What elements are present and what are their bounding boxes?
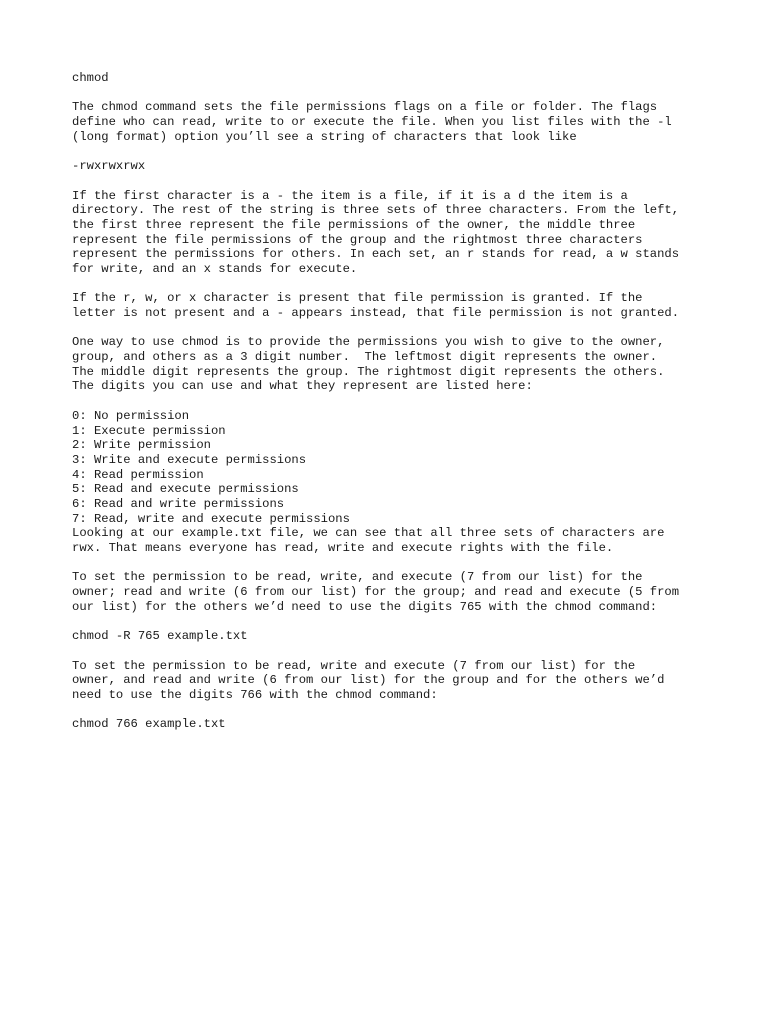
spacer: [72, 86, 712, 101]
granted-paragraph: [72, 291, 712, 320]
list-item: 1: Execute permission: [72, 423, 226, 438]
text-line: To set the permission to be read, write and execute (7 from our list) for the: [72, 658, 636, 673]
text-line: owner, and read and write (6 from our list) for the group and for the others we’d: [72, 673, 665, 688]
permission-string-example: -rwxrwxrwx: [72, 159, 146, 174]
spacer: [72, 174, 712, 189]
text-line: letter is not present and a - appears instead, that file permission is not granted.: [72, 306, 680, 320]
set-765-paragraph: [72, 570, 712, 614]
text-line: define who can read, write to or execute the file. When you list files with the -l: [72, 115, 672, 130]
list-item: 0: No permission: [72, 408, 190, 423]
text-line: If the first character is a - the item is a file, if it is a d the item is a: [72, 188, 628, 203]
permissions-list: [72, 409, 712, 527]
spacer: [72, 144, 712, 159]
set-766-paragraph: [72, 659, 712, 703]
text-line: The chmod command sets the file permissions flags on a file or folder. The flags: [72, 100, 658, 115]
list-item: 6: Read and write permissions: [72, 496, 285, 511]
list-item: 5: Read and execute permissions: [72, 482, 299, 497]
text-line: If the r, w, or x character is present that file permission is granted. If the: [72, 291, 643, 306]
list-item: 4: Read permission: [72, 467, 204, 482]
text-line: directory. The rest of the string is three sets of three characters. From the left,: [72, 203, 680, 218]
list-item: 3: Write and execute permissions: [72, 452, 307, 467]
list-item: 2: Write permission: [72, 438, 211, 453]
text-line: group, and others as a 3 digit number. The leftmost digit represents the owner.: [72, 350, 658, 365]
text-line: our list) for the others we’d need to use the digits 765 with the chmod command:: [72, 599, 658, 614]
text-line: (long format) option you’ll see a string of characters that look like: [72, 129, 577, 144]
text-line: To set the permission to be read, write, and execute (7 from our list) for the: [72, 570, 643, 585]
spacer: [72, 614, 712, 629]
spacer: [72, 321, 712, 336]
text-line: Looking at our example.txt file, we can see that all three sets of characters are: [72, 526, 665, 541]
list-item: 7: Read, write and execute permissions: [72, 511, 350, 526]
document-page: [72, 71, 712, 732]
example-file-paragraph: [72, 526, 712, 555]
text-line: represent the permissions for others. In each set, an r stands for read, a w stands: [72, 247, 680, 262]
spacer: [72, 556, 712, 571]
intro-paragraph: [72, 100, 712, 144]
text-line: for write, and an x stands for execute.: [72, 261, 358, 276]
spacer: [72, 644, 712, 659]
spacer: [72, 277, 712, 292]
text-line: represent the file permissions of the group and the rightmost three characters: [72, 232, 643, 247]
text-line: The digits you can use and what they represent are listed here:: [72, 379, 533, 394]
spacer: [72, 394, 712, 409]
explanation-paragraph: [72, 189, 712, 277]
command-765: chmod -R 765 example.txt: [72, 629, 248, 644]
text-line: One way to use chmod is to provide the permissions you wish to give to the owner,: [72, 335, 665, 350]
text-line: The middle digit represents the group. The rightmost digit represents the others.: [72, 364, 665, 379]
text-line: rwx. That means everyone has read, write and execute rights with the file.: [72, 541, 614, 555]
spacer: [72, 703, 712, 718]
text-line: owner; read and write (6 from our list) for the group; and read and execute (5 from: [72, 585, 680, 600]
command-766: chmod 766 example.txt: [72, 717, 226, 732]
page-title: chmod: [72, 71, 109, 85]
digits-intro-paragraph: [72, 335, 712, 394]
text-line: the first three represent the file permissions of the owner, the middle three: [72, 217, 636, 232]
text-line: need to use the digits 766 with the chmod command:: [72, 687, 438, 702]
